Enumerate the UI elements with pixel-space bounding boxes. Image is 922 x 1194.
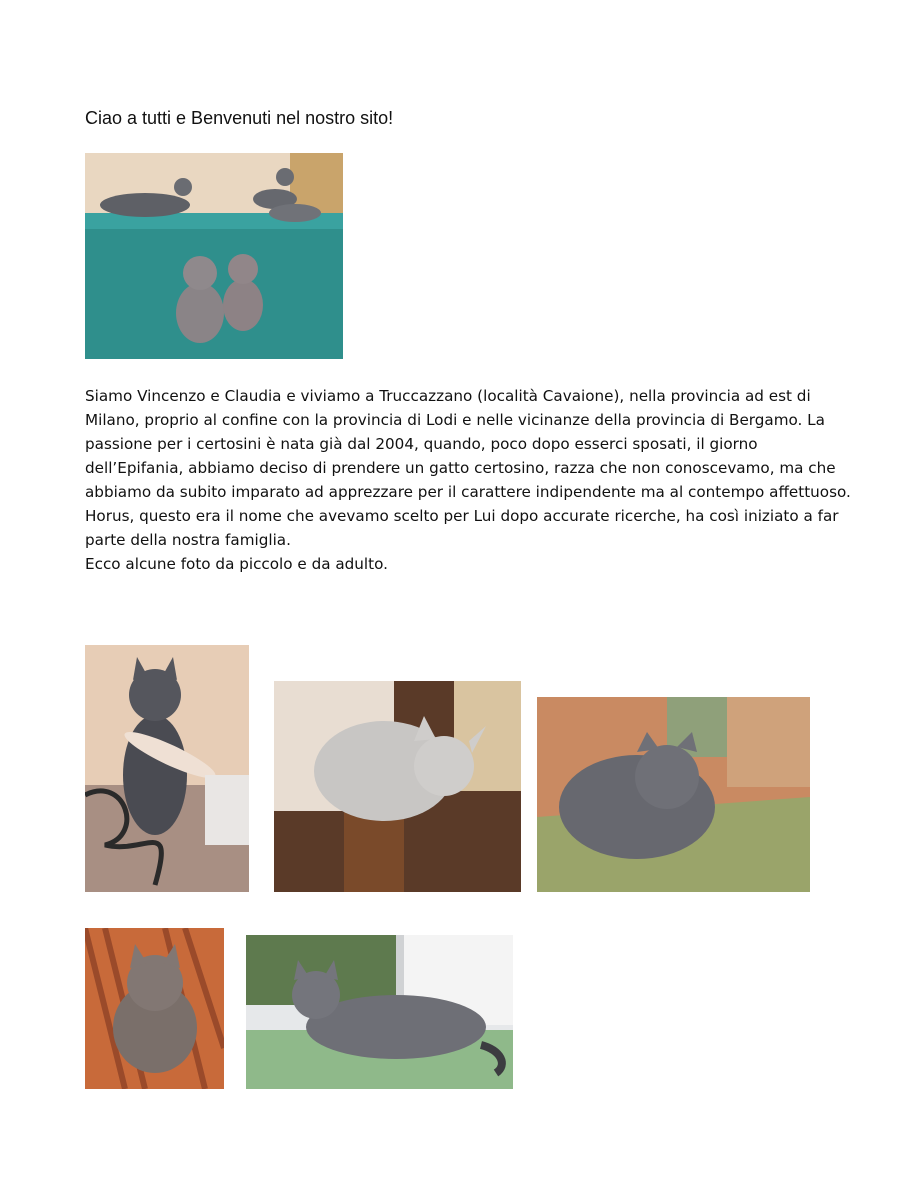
photo-kitten-held [85, 645, 249, 892]
paragraph-intro: Siamo Vincenzo e Claudia e viviamo a Truccazzano (località Cavaione), nella provincia ad est di Milano, proprio al confine con la provincia di Lodi e nelle vicinanze della provincia di Bergamo. La passione per i certosini è nata già dal 2004, quando, poco dopo esserci sposati, il giorno dell’Epifania, abbiamo deciso di prendere un gatto certosino, razza che non conoscevamo, ma che abbiamo da subito imparato ad apprezzare per il carattere indipendente ma al contempo affettuoso. [85, 387, 851, 501]
photo-cat-on-mat [537, 697, 810, 892]
paragraph-horus: Horus, questo era il nome che avevamo scelto per Lui dopo accurate ricerche, ha così iniziato a far parte della nostra famiglia. [85, 507, 839, 549]
page-heading: Ciao a tutti e Benvenuti nel nostro sito! [85, 108, 394, 128]
photo-cat-in-scarf [85, 928, 224, 1089]
photo-cats-on-sofa [85, 153, 343, 359]
photo-kitten-on-chair [274, 681, 521, 892]
paragraph-photos: Ecco alcune foto da piccolo e da adulto. [85, 555, 388, 573]
intro-text [85, 384, 855, 576]
photo-cat-by-window [246, 935, 513, 1089]
